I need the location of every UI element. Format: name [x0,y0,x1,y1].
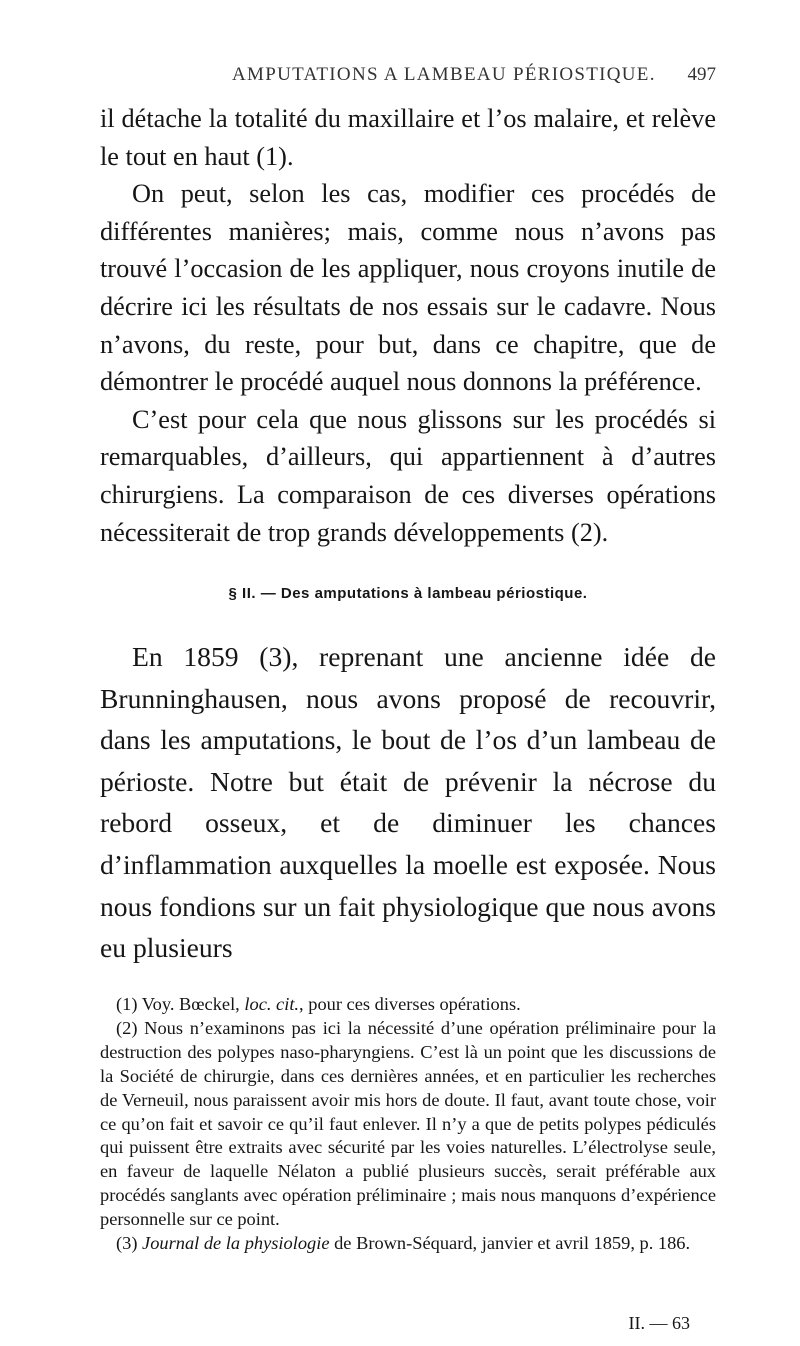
footnotes [100,993,716,1256]
footnote-1 [100,993,716,1017]
paragraph: C’est pour cela que nous glissons sur les procédés si remarquables, d’ailleurs, qui appartiennent à d’autres chirurgiens. La comparaison de ces diverses opérations nécessiterait de trop grands développements (2). [100,404,716,547]
paragraph: En 1859 (3), reprenant une ancienne idée de Brunninghausen, nous avons proposé de recouvrir, dans les amputations, le bout de l’os d’un lambeau de périoste. Notre but était de prévenir la nécrose du rebord osseux, et de diminuer les chances d’inflammation auxquelles la moelle est exposée. Nous nous fondions sur un fait physiologique que nous avons eu plusieurs [100,641,716,964]
footnote-text: de Brown-Séquard, janvier et avril 1859, p. 186. [329,1233,691,1254]
footnote-3 [100,1232,716,1256]
footnote-text: , pour ces diverses opérations. [299,994,521,1014]
running-header [232,64,716,86]
body-text-top [100,100,716,551]
footnote-italic: Journal de la physiologie [142,1233,330,1254]
running-title: AMPUTATIONS A LAMBEAU PÉRIOSTIQUE. [232,64,656,85]
section-heading: § II. — Des amputations à lambeau périostique. [228,585,588,602]
body-text-main [100,636,716,969]
paragraph: On peut, selon les cas, modifier ces procédés de différentes manières; mais, comme nous n’avons pas trouvé l’occasion de les appliquer, nous croyons inutile de décrire ici les résultats de nos essais sur le cadavre. Nous n’avons, du reste, pour but, dans ce chapitre, que de démontrer le procédé auquel nous donnons la préférence. [100,179,716,397]
footnote-italic: loc. cit. [244,994,300,1014]
page-number: 497 [687,64,716,85]
printer-signature: II. — 63 [628,1313,690,1333]
footnote-text: (3) [116,1233,143,1254]
paragraph: il détache la totalité du maxillaire et l’os malaire, et relève le tout en haut (1). [100,104,716,171]
footnote-text: (1) Voy. Bœckel, [116,994,245,1014]
footnote-2: (2) Nous n’examinons pas ici la nécessité d’une opération préliminaire pour la destruction des polypes naso-pharyngiens. C’est là un point que les discussions de la Société de chirurgie, dans ces dernières années, et en particulier les recherches de Verneuil, nous paraissent avoir mis hors de doute. Il faut, avant toute chose, voir ce qu’on fait et savoir ce qu’il faut enlever. Il n’y a que de petits polypes pédiculés qui puissent être extraits avec sécurité par les voies naturelles. L’électrolyse seule, en faveur de laquelle Nélaton a publié plusieurs succès, serait préférable aux procédés sanglants avec opération préliminaire ; mais nous manquons d’expérience personnelle sur ce point. [100,1017,716,1230]
